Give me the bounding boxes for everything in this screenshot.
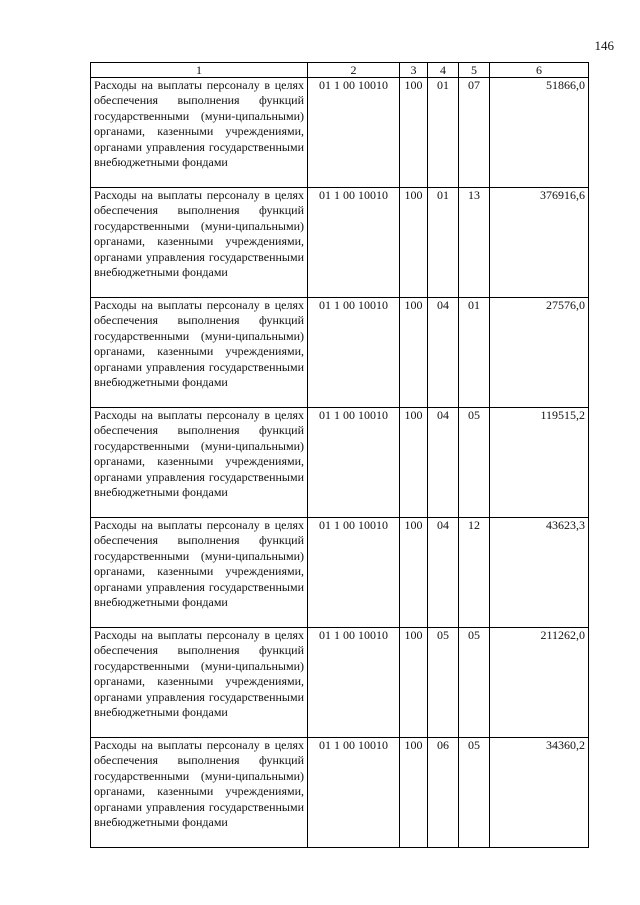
row-target-code: 01 1 00 10010 (308, 188, 400, 298)
budget-table (90, 62, 589, 848)
row-target-code: 01 1 00 10010 (308, 518, 400, 628)
row-description: Расходы на выплаты персоналу в целях обеспечения выполнения функций государственными (муни-ципальными) органами, казенными учреждениями, органами управления государственными внебюджетными фондами (91, 298, 308, 408)
row-amount: 34360,2 (490, 738, 589, 848)
header-col-6: 6 (490, 63, 589, 78)
header-col-4: 4 (428, 63, 459, 78)
row-subsection: 01 (459, 298, 490, 408)
table-row (91, 518, 589, 628)
row-target-code: 01 1 00 10010 (308, 78, 400, 188)
row-section: 05 (428, 628, 459, 738)
row-section: 01 (428, 188, 459, 298)
row-expense-type: 100 (400, 738, 428, 848)
table-row (91, 738, 589, 848)
row-description: Расходы на выплаты персоналу в целях обеспечения выполнения функций государственными (муни-ципальными) органами, казенными учреждениями, органами управления государственными внебюджетными фондами (91, 518, 308, 628)
row-description: Расходы на выплаты персоналу в целях обеспечения выполнения функций государственными (муни-ципальными) органами, казенными учреждениями, органами управления государственными внебюджетными фондами (91, 628, 308, 738)
table-row (91, 78, 589, 188)
row-section: 04 (428, 408, 459, 518)
row-target-code: 01 1 00 10010 (308, 628, 400, 738)
row-target-code: 01 1 00 10010 (308, 738, 400, 848)
row-target-code: 01 1 00 10010 (308, 408, 400, 518)
header-col-3: 3 (400, 63, 428, 78)
row-section: 04 (428, 298, 459, 408)
row-subsection: 12 (459, 518, 490, 628)
row-subsection: 07 (459, 78, 490, 188)
row-expense-type: 100 (400, 298, 428, 408)
row-description: Расходы на выплаты персоналу в целях обеспечения выполнения функций государственными (муни-ципальными) органами, казенными учреждениями, органами управления государственными внебюджетными фондами (91, 188, 308, 298)
table-header-row (91, 63, 589, 78)
row-amount: 51866,0 (490, 78, 589, 188)
row-subsection: 05 (459, 408, 490, 518)
table-row (91, 628, 589, 738)
table-row (91, 298, 589, 408)
row-amount: 119515,2 (490, 408, 589, 518)
row-description: Расходы на выплаты персоналу в целях обеспечения выполнения функций государственными (муни-ципальными) органами, казенными учреждениями, органами управления государственными внебюджетными фондами (91, 408, 308, 518)
row-expense-type: 100 (400, 78, 428, 188)
row-subsection: 05 (459, 738, 490, 848)
row-expense-type: 100 (400, 518, 428, 628)
row-section: 01 (428, 78, 459, 188)
row-section: 06 (428, 738, 459, 848)
row-subsection: 05 (459, 628, 490, 738)
row-section: 04 (428, 518, 459, 628)
table-row (91, 408, 589, 518)
header-col-5: 5 (459, 63, 490, 78)
page-number: 146 (594, 38, 614, 53)
row-expense-type: 100 (400, 408, 428, 518)
header-col-1: 1 (91, 63, 308, 78)
row-subsection: 13 (459, 188, 490, 298)
row-amount: 27576,0 (490, 298, 589, 408)
row-description: Расходы на выплаты персоналу в целях обеспечения выполнения функций государственными (муни-ципальными) органами, казенными учреждениями, органами управления государственными внебюджетными фондами (91, 738, 308, 848)
header-col-2: 2 (308, 63, 400, 78)
row-target-code: 01 1 00 10010 (308, 298, 400, 408)
row-amount: 376916,6 (490, 188, 589, 298)
row-expense-type: 100 (400, 188, 428, 298)
row-description: Расходы на выплаты персоналу в целях обеспечения выполнения функций государственными (муни-ципальными) органами, казенными учреждениями, органами управления государственными внебюджетными фондами (91, 78, 308, 188)
row-amount: 211262,0 (490, 628, 589, 738)
table-row (91, 188, 589, 298)
row-amount: 43623,3 (490, 518, 589, 628)
row-expense-type: 100 (400, 628, 428, 738)
